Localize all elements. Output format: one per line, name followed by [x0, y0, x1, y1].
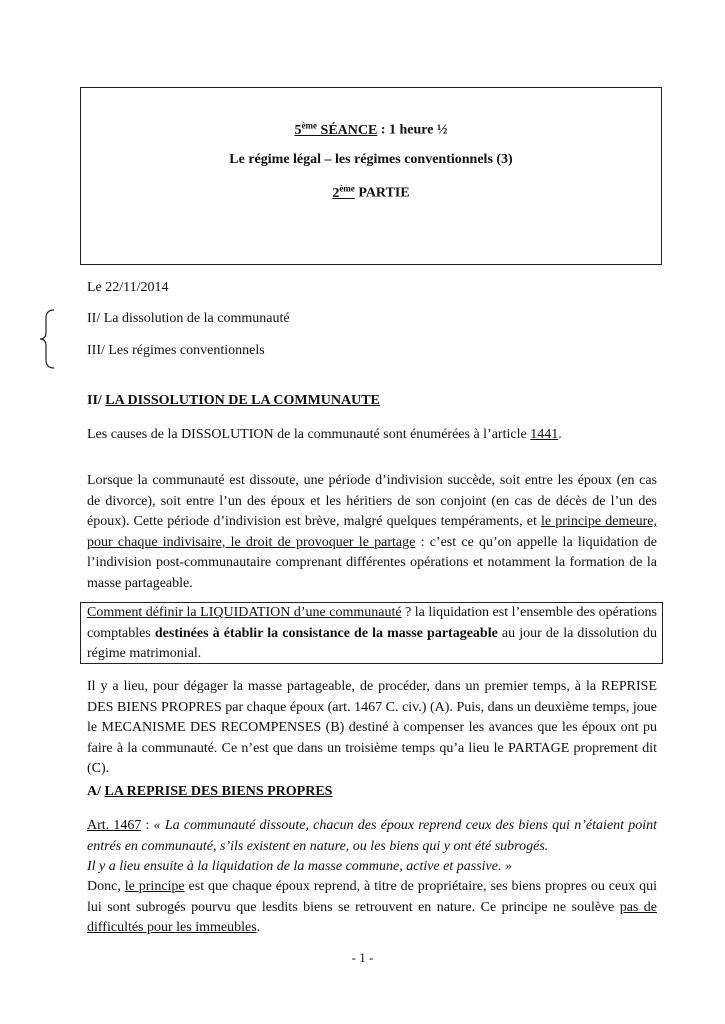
session-title: 5ème SÉANCE : 1 heure ½: [294, 120, 448, 138]
article-ref: Art. 1467: [87, 818, 142, 833]
date-line: Le 22/11/2014: [87, 280, 169, 295]
article-quote: Art. 1467 : « La communauté dissoute, chacun des époux reprend ceux des biens qui n’étaient point entrés en communauté, s’ils existent en nature, ou les biens qui y ont été subrogés.: [87, 818, 657, 854]
paragraph-indivision: Lorsque la communauté est dissoute, une période d’indivision succède, soit entre les époux (en cas de divorce), soit entre l’un des époux et les héritiers de son conjoint (en cas de décès de l’un des époux). Cette période d’indivision est brève, malgré quelques tempéraments, et le principe demeure, pour chaque indivisaire, le droit de provoquer le partage : c’est ce qu’on appelle la liquidation de l’indivision post-communautaire comprenant différentes opérations et notamment la formation de la masse partageable.: [87, 473, 657, 591]
definition-box: [80, 602, 663, 664]
outline-item: III/ Les régimes conventionnels: [87, 343, 265, 358]
subtitle: Le régime légal – les régimes conventionnels (3): [229, 152, 513, 167]
page-number: - 1 -: [351, 950, 374, 965]
paragraph-steps: Il y a lieu, pour dégager la masse partageable, de procéder, dans un premier temps, à la REPRISE DES BIENS PROPRES par chaque époux (art. 1467 C. civ.) (A). Puis, dans un deuxième temps, joue le MECANISME DES RECOMPENSES (B) destiné à compenser les avances que les époux ont pu faire à la communauté. Ce n’est que dans un troisième temps qu’a lieu le PARTAGE proprement dit (C).: [87, 679, 657, 776]
paragraph-causes: Les causes de la DISSOLUTION de la communauté sont énumérées à l’article 1441.: [87, 427, 562, 442]
title-box: [80, 87, 662, 265]
brace-icon: [38, 308, 60, 370]
outline-item: II/ La dissolution de la communauté: [87, 311, 290, 326]
part-title: 2ème PARTIE: [332, 183, 410, 201]
article-quote-2: Il y a lieu ensuite à la liquidation de la masse commune, active et passive. »: [87, 859, 512, 874]
article-ref: 1441: [530, 427, 559, 442]
section-heading: II/ LA DISSOLUTION DE LA COMMUNAUTE: [87, 393, 380, 408]
subsection-heading: A/ LA REPRISE DES BIENS PROPRES: [87, 784, 333, 799]
definition-text: Comment définir la LIQUIDATION d’une communauté ? la liquidation est l’ensemble des opérations comptables destinées à établir la consistance de la masse partageable au jour de la dissolution du régime matrimonial.: [87, 605, 657, 661]
paragraph-principle: Donc, le principe est que chaque époux reprend, à titre de propriétaire, ses biens propres ou ceux qui lui sont subrogés pourvu que lesdits biens se retrouvent en nature. Ce principe ne soulève pas de difficultés pour les immeubles.: [87, 879, 657, 935]
